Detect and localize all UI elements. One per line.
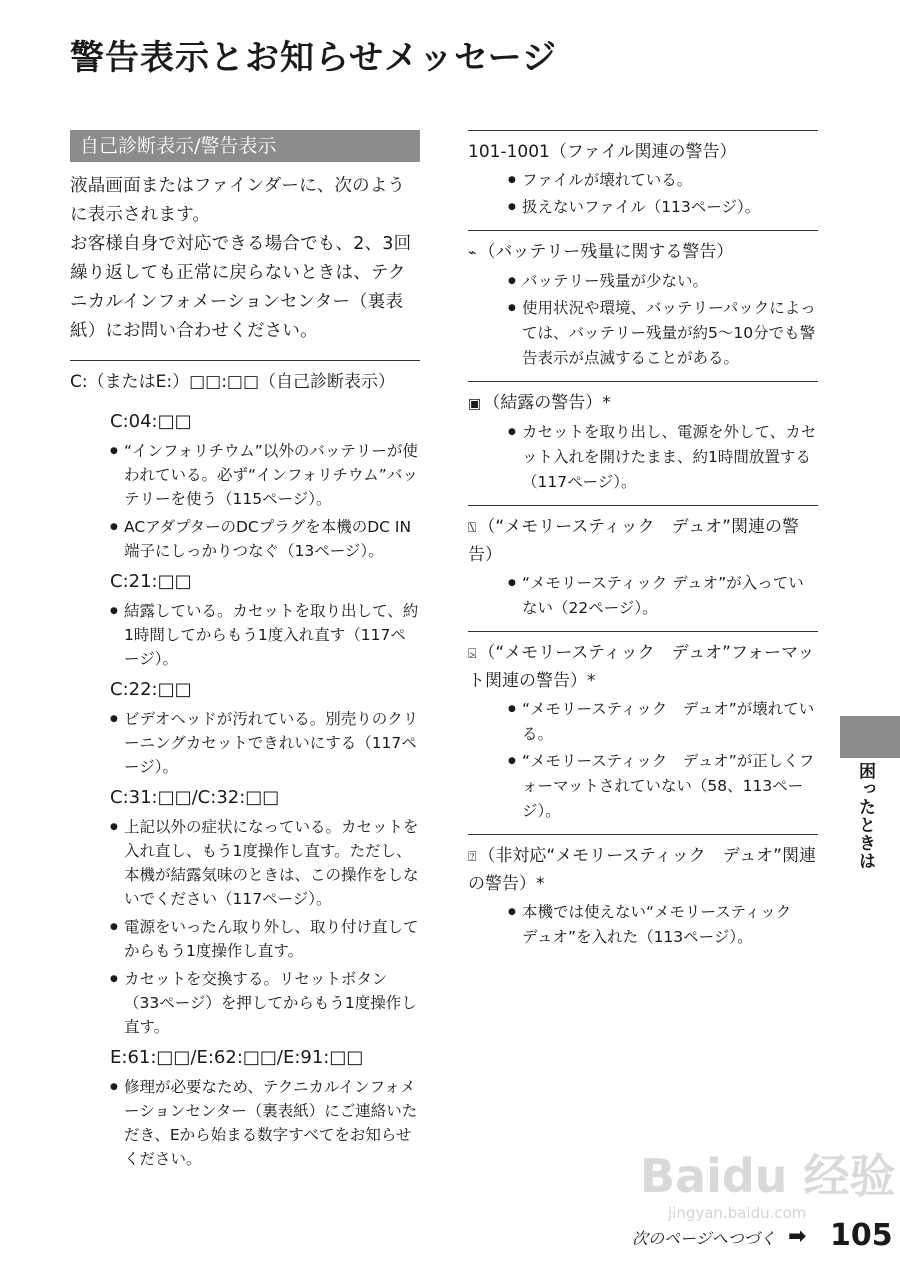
list-item: ● “メモリースティック デュオ”が正しくフォーマットされていない（58、113ページ）。: [508, 749, 818, 824]
list-item: ● “メモリースティック デュオ”が壊れている。: [508, 697, 818, 747]
bullet-list: [508, 571, 818, 621]
warning-heading: [468, 131, 818, 168]
error-code: C:31:□□/C:32:□□: [110, 787, 280, 808]
warning-heading-text: （バッテリー残量に関する警告）: [478, 242, 734, 262]
intro-paragraph: お客様自身で対応できる場合でも、2、3回繰り返しても正常に戻らないときは、テクニカルインフォメーションセンター（裏表紙）にお問い合わせください。: [70, 234, 412, 341]
watermark-url: jingyan.baidu.com: [668, 1204, 807, 1222]
memory-stick-icon: ⍂: [468, 520, 477, 536]
arrow-right-icon: ➡: [788, 1224, 807, 1249]
bullet-list: [110, 439, 420, 563]
bullet-list: [110, 707, 420, 779]
bullet-list: [110, 815, 420, 1039]
list-item: ● “メモリースティック デュオ”が入っていない（22ページ）。: [508, 571, 818, 621]
warning-heading-text: 101-1001（ファイル関連の警告）: [468, 142, 737, 162]
bullet-list: [508, 269, 818, 371]
side-index-label: 困ったときは: [855, 762, 875, 870]
list-item: ● カセットを取り出し、電源を外して、カセット入れを開けたまま、約1時間放置する（117ページ）。: [508, 420, 818, 495]
warning-heading-text: （結露の警告）*: [483, 393, 611, 413]
code-block: [70, 569, 420, 671]
list-item: ● 上記以外の症状になっている。カセットを入れ直し、もう1度操作し直す。ただし、本機が結露気味のときは、この操作をしないでください（117ページ）。: [110, 815, 420, 911]
list-item: ● 使用状況や環境、バッテリーパックによっては、バッテリー残量が約5～10分でも警告表示が点滅することがある。: [508, 296, 818, 371]
bullet-list: [508, 420, 818, 495]
error-code: C:04:□□: [110, 411, 192, 432]
list-item: ● 結露している。カセットを取り出して、約1時間してからもう1度入れ直す（117ページ）。: [110, 599, 420, 671]
unsupported-memory-stick-icon: ⍰: [468, 849, 477, 865]
right-column: [468, 130, 818, 960]
self-diagnosis-heading: C:（またはE:）□□:□□（自己診断表示）: [70, 372, 396, 392]
bullet-list: [508, 900, 818, 950]
list-item: ● バッテリー残量が少ない。: [508, 269, 818, 294]
bullet-list: [110, 599, 420, 671]
watermark: Baidu 经验: [640, 1149, 896, 1203]
error-code: C:22:□□: [110, 679, 192, 700]
left-column: [70, 130, 420, 1177]
list-item: ● “インフォリチウム”以外のバッテリーが使われている。必ず“インフォリチウム”バッテリーを使う（115ページ）。: [110, 439, 420, 511]
warning-heading: [468, 835, 818, 900]
warning-heading: [468, 506, 818, 571]
warning-heading-text: （非対応“メモリースティック デュオ”関連の警告）*: [468, 846, 816, 894]
intro-text: [70, 172, 420, 346]
code-block: [70, 785, 420, 1039]
list-item: ● 修理が必要なため、テクニカルインフォメーションセンター（裏表紙）にご連絡いただき、Eから始まる数字すべてをお知らせください。: [110, 1075, 420, 1171]
battery-warning-icon: ⌁: [468, 245, 477, 261]
warning-heading-text: （“メモリースティック デュオ”関連の警告）: [468, 517, 799, 565]
list-item: ● 扱えないファイル（113ページ）。: [508, 195, 818, 220]
warning-heading: [468, 632, 818, 697]
list-item: ● ACアダプターのDCプラグを本機のDC IN端子にしっかりつなぐ（13ページ）。: [110, 515, 420, 563]
list-item: ● ビデオヘッドが汚れている。別売りのクリーニングカセットできれいにする（117ページ）。: [110, 707, 420, 779]
side-index-tab: [840, 716, 900, 758]
memory-stick-format-icon: ⍄: [468, 646, 477, 662]
warning-heading: [468, 382, 818, 420]
code-block: [70, 677, 420, 779]
page-number: 105: [830, 1218, 893, 1253]
list-item: ● 本機では使えない“メモリースティック デュオ”を入れた（113ページ）。: [508, 900, 818, 950]
code-block: [70, 1045, 420, 1171]
continued-label: 次のページへつづく: [632, 1229, 776, 1248]
page-title: 警告表示とお知らせメッセージ: [70, 38, 557, 78]
condensation-icon: ▣: [468, 396, 482, 412]
bullet-list: [508, 697, 818, 824]
section-heading: 自己診断表示/警告表示: [70, 130, 420, 162]
code-block: [70, 409, 420, 563]
error-code: E:61:□□/E:62:□□/E:91:□□: [110, 1047, 364, 1068]
error-code: C:21:□□: [110, 571, 192, 592]
bullet-list: [508, 168, 818, 220]
list-item: ● 電源をいったん取り外し、取り付け直してからもう1度操作し直す。: [110, 915, 420, 963]
warning-heading-text: （“メモリースティック デュオ”フォーマット関連の警告）*: [468, 643, 815, 691]
bullet-list: [110, 1075, 420, 1171]
list-item: ● ファイルが壊れている。: [508, 168, 818, 193]
warning-heading: [468, 231, 818, 269]
intro-paragraph: 液晶画面またはファインダーに、次のように表示されます。: [70, 176, 406, 225]
list-item: ● カセットを交換する。リセットボタン（33ページ）を押してからもう1度操作し直す。: [110, 967, 420, 1039]
